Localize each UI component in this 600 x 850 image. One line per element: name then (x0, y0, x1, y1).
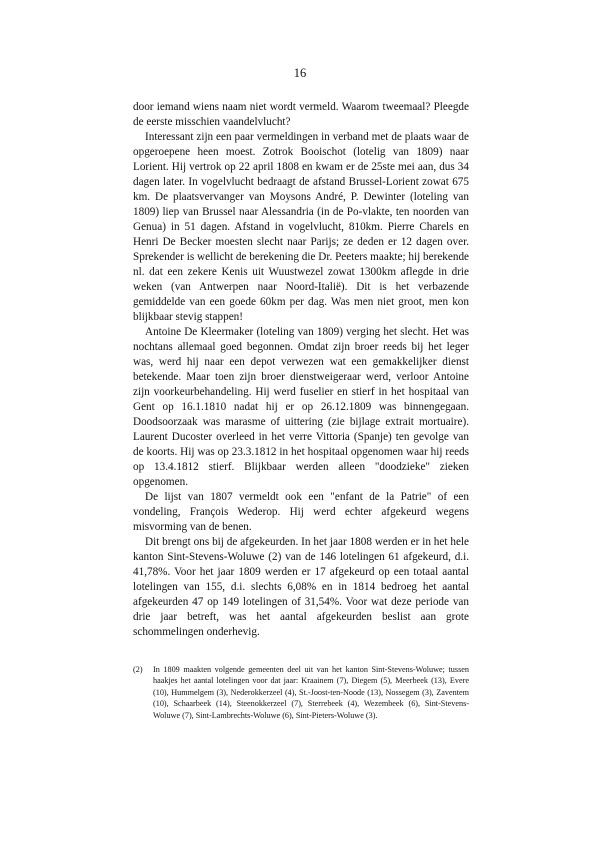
body-text (133, 100, 469, 640)
paragraph: door iemand wiens naam niet wordt vermeld. Waarom tweemaal? Pleegde de eerste misschien vaandelvlucht? (133, 101, 469, 128)
footnote (133, 664, 469, 721)
paragraph: De lijst van 1807 vermeldt ook een "enfant de la Patrie" of een vondeling, François Wederop. Hij werd echter afgekeurd wegens misvorming van de benen. (133, 491, 469, 533)
footnote-text: In 1809 maakten volgende gemeenten deel uit van het kanton Sint-Stevens-Woluwe; tussen haakjes het aantal lotelingen voor dat jaar: Kraainem (7), Diegem (5), Meerbeek (13), Evere (10), Hummelgem (3), Nederokkerzeel (4), St.-Joost-ten-Noode (13), Nossegem (3), Zaventem (10), Schaarbeek (14), Steenokkerzeel (7), Sterrebeek (4), Wezembeek (6), Sint-Stevens-Woluwe (7), Sint-Lambrechts-Woluwe (6), Sint-Pieters-Woluwe (3). (153, 665, 469, 720)
paragraph: Interessant zijn een paar vermeldingen in verband met de plaats waar de opgeroepene heen moest. Zotrok Booischot (lotelig van 1809) naar Lorient. Hij vertrok op 22 april 1808 en kwam er de 25ste mei aan, dus 34 dagen later. In vogelvlucht bedraagt de afstand Brussel-Lorient zowat 675 km. De plaatsvervanger van Moysons André, P. Dewinter (loteling van 1809) liep van Brussel naar Alessandria (in de Po-vlakte, ten noorden van Genua) in 51 dagen. Afstand in vogelvlucht, 810km. Pierre Charels en Henri De Becker moesten slecht naar Parijs; ze deden er 12 dagen over. Sprekender is wellicht de berekening die Dr. Peeters maakte; hij berekende nl. dat een zekere Kenis uit Wuustwezel zowat 1300km aflegde in drie weken (van Antwerpen naar Noord-Italië). Dit is het verbazende gemiddelde van een goede 60km per dag. Was men niet groot, men kon blijkbaar stevig stappen! (133, 131, 469, 323)
paragraph: Antoine De Kleermaker (loteling van 1809) verging het slecht. Het was nochtans allemaal goed begonnen. Omdat zijn broer reeds bij het leger was, werd hij naar een depot verwezen wat een gemakkelijker dienst betekende. Maar toen zijn broer dienstweigeraar werd, verloor Antoine zijn voorkeurbehandeling. Hij werd fuselier en stierf in het hospitaal van Gent op 16.1.1810 nadat hij er op 26.12.1809 was binnengegaan. Doodsoorzaak was marasme of uittering (zie bijlage extrait mortuaire). Laurent Ducoster overleed in het verre Vittoria (Spanje) ten gevolge van de koorts. Hij was op 23.3.1812 in het hospitaal opgenomen waar hij reeds op 13.4.1812 stierf. Blijkbaar werden alleen "doodzieke" zieken opgenomen. (133, 326, 469, 488)
footnote-marker: (2) (133, 665, 143, 674)
paragraph: Dit brengt ons bij de afgekeurden. In het jaar 1808 werden er in het hele kanton Sint-Stevens-Woluwe (2) van de 146 lotelingen 61 afgekeurd, d.i. 41,78%. Voor het jaar 1809 werden er 17 afgekeurd op een totaal aantal lotelingen van 155, d.i. slechts 6,08% en in 1814 bedroeg het aantal afgekeurden 47 op 149 lotelingen of 31,54%. Voor wat deze periode van drie jaar betreft, was het aantal afgekeurden beslist aan grote schommelingen onderhevig. (133, 536, 469, 638)
page-number: 16 (293, 66, 307, 80)
